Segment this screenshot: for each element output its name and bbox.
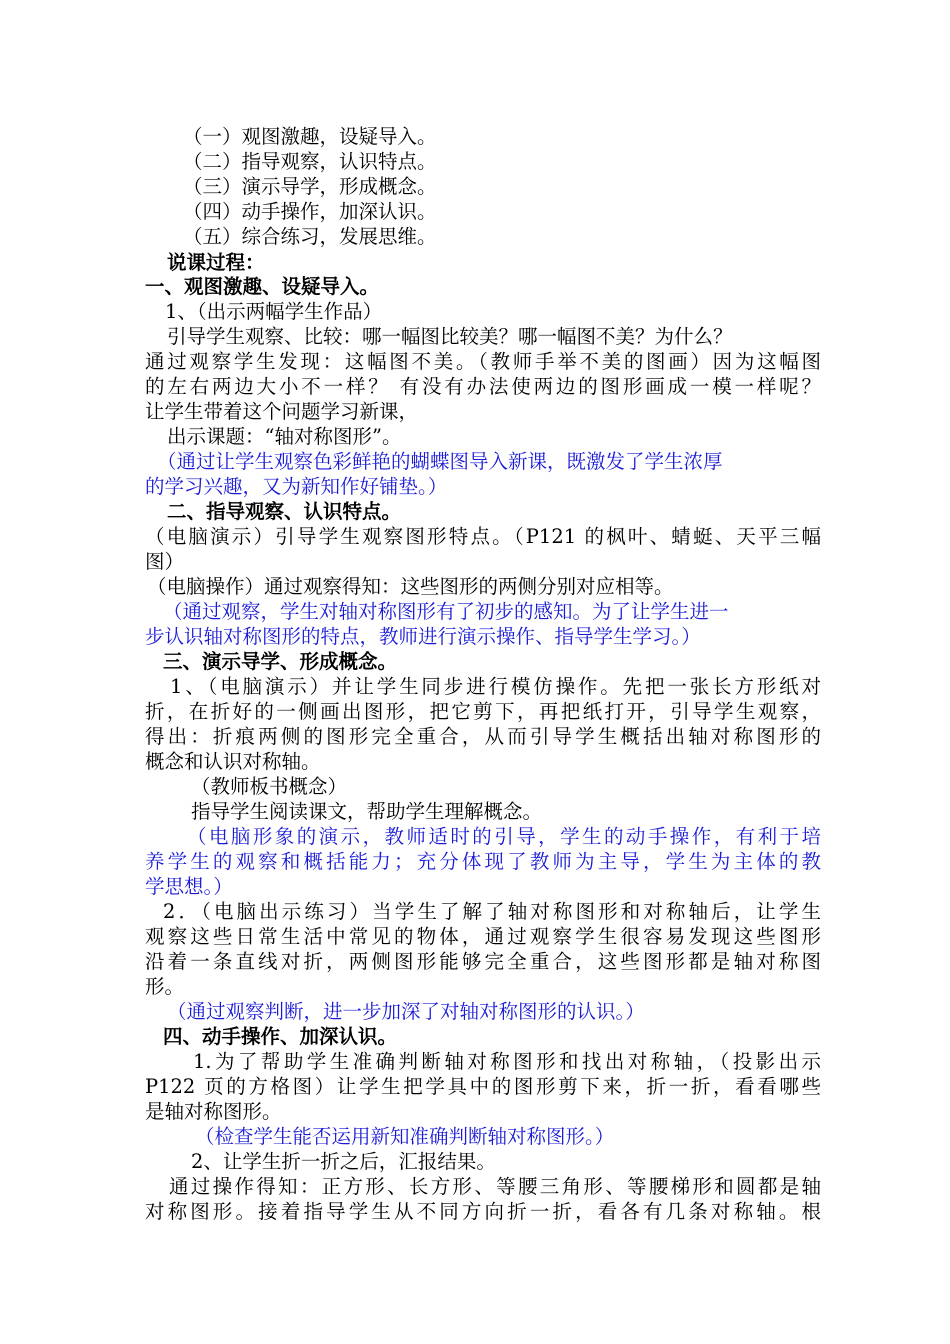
s3-note-2: （通过观察判断，进一步加深了对轴对称图形的认识。） [167, 1000, 645, 1023]
s2-note-line-2: 步认识轴对称图形的特点，教师进行演示操作、指导学生学习。） [145, 625, 701, 648]
s1-item-1: 1、（出示两幅学生作品） [165, 300, 383, 323]
s2-para-line-2: 图） [145, 550, 185, 573]
s1-para-line-1: 引导学生观察、比较：哪一幅图比较美？哪一幅图不美？为什么？ [167, 325, 733, 348]
s4-para-line-2: P122 页的方格图）让学生把学具中的图形剪下来，折一折，看看哪些 [145, 1075, 821, 1098]
s4-para-line-3: 是轴对称图形。 [145, 1100, 282, 1123]
s4-para-line-1: 1.为了帮助学生准确判断轴对称图形和找出对称轴，（投影出示 [193, 1050, 821, 1073]
s1-topic: 出示课题：“轴对称图形”。 [167, 425, 402, 448]
outline-item-4: （四）动手操作，加深认识。 [183, 200, 437, 223]
s3-para-line-1: 1、（电脑演示）并让学生同步进行模仿操作。先把一张长方形纸对 [170, 675, 821, 698]
outline-item-1: （一）观图激趣，设疑导入。 [183, 125, 437, 148]
s3-read: 指导学生阅读课文，帮助学生理解概念。 [191, 800, 543, 823]
s3-para2-line-1: 2．（电脑出示练习）当学生了解了轴对称图形和对称轴后，让学生 [163, 900, 821, 923]
s3-para-line-2: 折，在折好的一侧画出图形，把它剪下，再把纸打开，引导学生观察， [145, 700, 821, 723]
s4-para2-line-1: 通过操作得知：正方形、长方形、等腰三角形、等腰梯形和圆都是轴 [169, 1175, 821, 1198]
s3-para-line-4: 概念和认识对称轴。 [145, 750, 321, 773]
s2-para-line-3: （电脑操作）通过观察得知：这些图形的两侧分别对应相等。 [147, 575, 674, 598]
s1-para-line-2: 通过观察学生发现：这幅图不美。（教师手举不美的图画）因为这幅图 [145, 350, 821, 373]
s1-para-line-3: 的左右两边大小不一样？ 有没有办法使两边的图形画成一模一样呢？ [145, 375, 821, 398]
s2-para-line-1: （电脑演示）引导学生观察图形特点。（P121 的枫叶、蜻蜓、天平三幅 [145, 525, 821, 548]
s1-note-line-2: 的学习兴趣，又为新知作好铺垫。） [145, 475, 448, 498]
section-2-heading: 二、指导观察、认识特点。 [167, 500, 402, 523]
s3-para2-line-3: 沿着一条直线对折，两侧图形能够完全重合，这些图形都是轴对称图 [145, 950, 821, 973]
outline-item-5: （五）综合练习，发展思维。 [183, 225, 437, 248]
process-title: 说课过程： [167, 251, 265, 274]
s3-para2-line-4: 形。 [145, 975, 185, 998]
s1-para-line-4: 让学生带着这个问题学习新课， [145, 400, 419, 423]
s4-item-2: 2、让学生折一折之后，汇报结果。 [191, 1150, 496, 1173]
s2-note-line-1: （通过观察，学生对轴对称图形有了初步的感知。为了让学生进一 [163, 600, 729, 623]
s4-para2-line-2: 对称图形。接着指导学生从不同方向折一折，看各有几条对称轴。根 [145, 1200, 821, 1223]
outline-item-2: （二）指导观察，认识特点。 [183, 150, 437, 173]
s3-note-line-1: （电脑形象的演示，教师适时的引导，学生的动手操作，有利于培 [187, 825, 821, 848]
s1-note-line-1: （通过让学生观察色彩鲜艳的蝴蝶图导入新课，既激发了学生浓厚 [157, 450, 723, 473]
section-1-heading: 一、观图激趣、设疑导入。 [145, 275, 380, 298]
section-4-heading: 四、动手操作、加深认识。 [163, 1025, 398, 1048]
s3-note-line-3: 学思想。） [145, 875, 233, 898]
s3-board-note: （教师板书概念） [191, 775, 348, 798]
outline-item-3: （三）演示导学，形成概念。 [183, 175, 437, 198]
s3-para2-line-2: 观察这些日常生活中常见的物体，通过观察学生很容易发现这些图形 [145, 925, 821, 948]
section-3-heading: 三、演示导学、形成概念。 [163, 650, 398, 673]
s4-note: （检查学生能否运用新知准确判断轴对称图形。） [195, 1125, 615, 1148]
s3-para-line-3: 得出：折痕两侧的图形完全重合，从而引导学生概括出轴对称图形的 [145, 725, 821, 748]
s3-note-line-2: 养学生的观察和概括能力；充分体现了教师为主导，学生为主体的教 [145, 850, 821, 873]
